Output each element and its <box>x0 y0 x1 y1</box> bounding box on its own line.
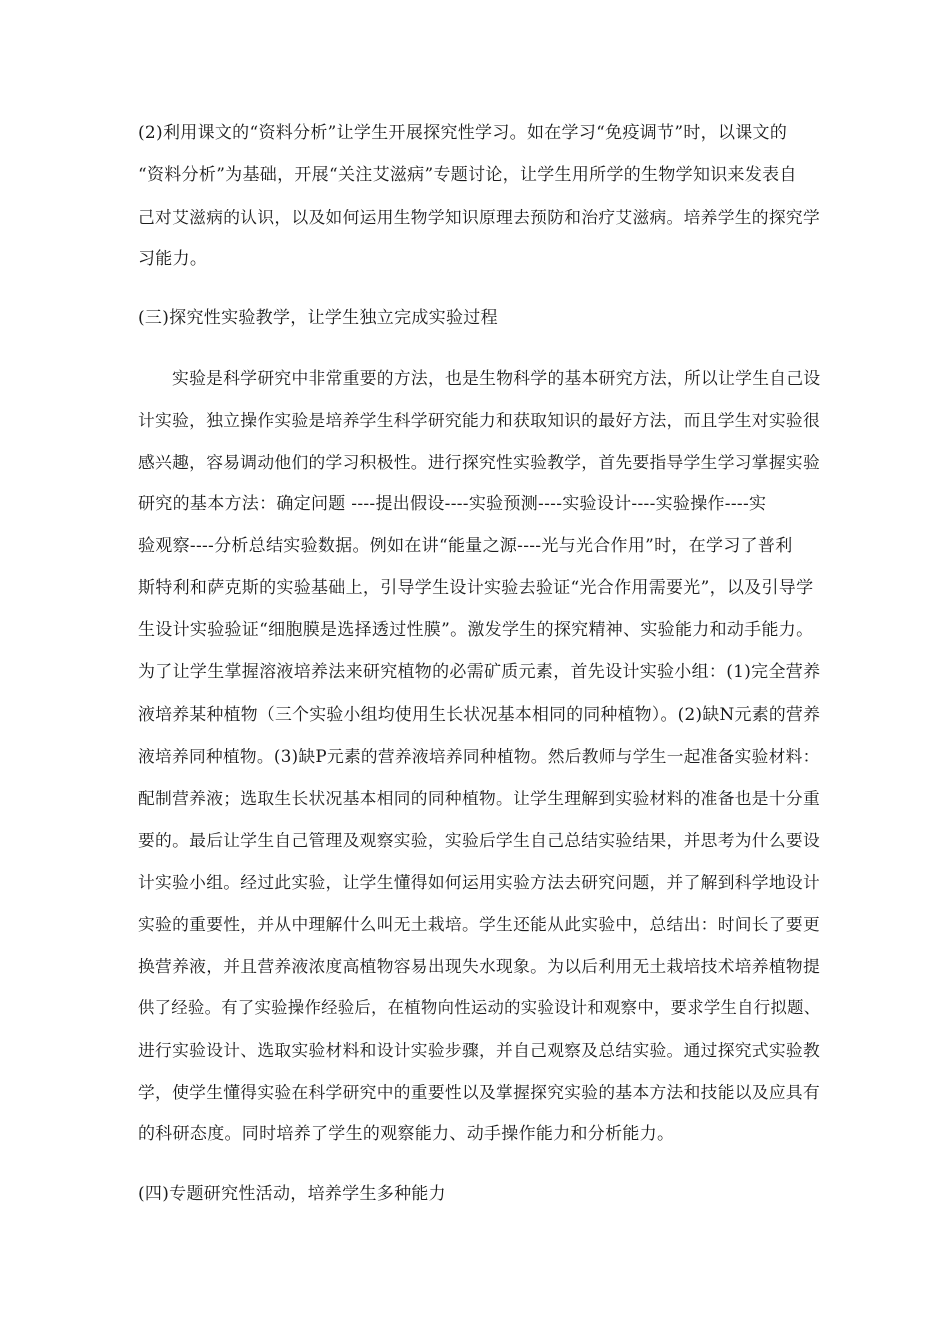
text-line: 斯特利和萨克斯的实验基础上，引导学生设计实验去验证“光合作用需要光”，以及引导学 <box>138 578 814 598</box>
text-line: (2)利用课文的“资料分析”让学生开展探究性学习。如在学习“免疫调节”时，以课文的 <box>138 123 788 143</box>
text-line: 验观察----分析总结实验数据。例如在讲“能量之源----光与光合作用”时，在学习了普利 <box>138 536 793 556</box>
text-line: 配制营养液；选取生长状况基本相同的同种植物。让学生理解到实验材料的准备也是十分重 <box>138 788 821 808</box>
text-line: 计实验小组。经过此实验，让学生懂得如何运用实验方法去研究问题，并了解到科学地设计 <box>138 872 821 892</box>
text-line: 进行实验设计、选取实验材料和设计实验步骤，并自己观察及总结实验。通过探究式实验教 <box>138 1040 821 1060</box>
text-line: 要的。最后让学生自己管理及观察实验，实验后学生自己总结实验结果，并思考为什么要设 <box>138 830 821 850</box>
text-line: 生设计实验验证“细胞膜是选择透过性膜”。激发学生的探究精神、实验能力和动手能力。 <box>138 620 814 640</box>
text-line: 液培养同种植物。(3)缺P元素的营养液培养同种植物。然后教师与学生一起准备实验材料： <box>138 746 820 766</box>
text-line: 为了让学生掌握溶液培养法来研究植物的必需矿质元素，首先设计实验小组：(1)完全营养 <box>138 662 821 682</box>
section-heading-3: (三)探究性实验教学，让学生独立完成实验过程 <box>138 308 498 328</box>
text-line: 液培养某种植物（三个实验小组均使用生长状况基本相同的同种植物）。(2)缺N元素的营养 <box>138 704 821 724</box>
text-line: 学，使学生懂得实验在科学研究中的重要性以及掌握探究实验的基本方法和技能以及应具有 <box>138 1082 821 1102</box>
text-line: “资料分析”为基础，开展“关注艾滋病”专题讨论，让学生用所学的生物学知识来发表自 <box>138 165 797 185</box>
text-line: 研究的基本方法：确定问题 ----提出假设----实验预测----实验设计----实验操作----实 <box>138 494 767 514</box>
text-line: 习能力。 <box>138 249 208 269</box>
text-line: 实验是科学研究中非常重要的方法，也是生物科学的基本研究方法，所以让学生自己设 <box>172 368 821 388</box>
text-line: 计实验，独立操作实验是培养学生科学研究能力和获取知识的最好方法，而且学生对实验很 <box>138 410 821 430</box>
text-line: 实验的重要性，并从中理解什么叫无土栽培。学生还能从此实验中，总结出：时间长了要更 <box>138 914 821 934</box>
text-line: 供了经验。有了实验操作经验后，在植物向性运动的实验设计和观察中，要求学生自行拟题、 <box>138 998 821 1017</box>
section-heading-4: (四)专题研究性活动，培养学生多种能力 <box>138 1184 446 1204</box>
text-line: 换营养液，并且营养液浓度高植物容易出现失水现象。为以后利用无土栽培技术培养植物提 <box>138 956 821 976</box>
text-line: 感兴趣，容易调动他们的学习积极性。进行探究性实验教学，首先要指导学生学习掌握实验 <box>138 452 821 472</box>
text-line: 己对艾滋病的认识，以及如何运用生物学知识原理去预防和治疗艾滋病。培养学生的探究学 <box>138 207 821 227</box>
text-line: 的科研态度。同时培养了学生的观察能力、动手操作能力和分析能力。 <box>138 1124 675 1144</box>
